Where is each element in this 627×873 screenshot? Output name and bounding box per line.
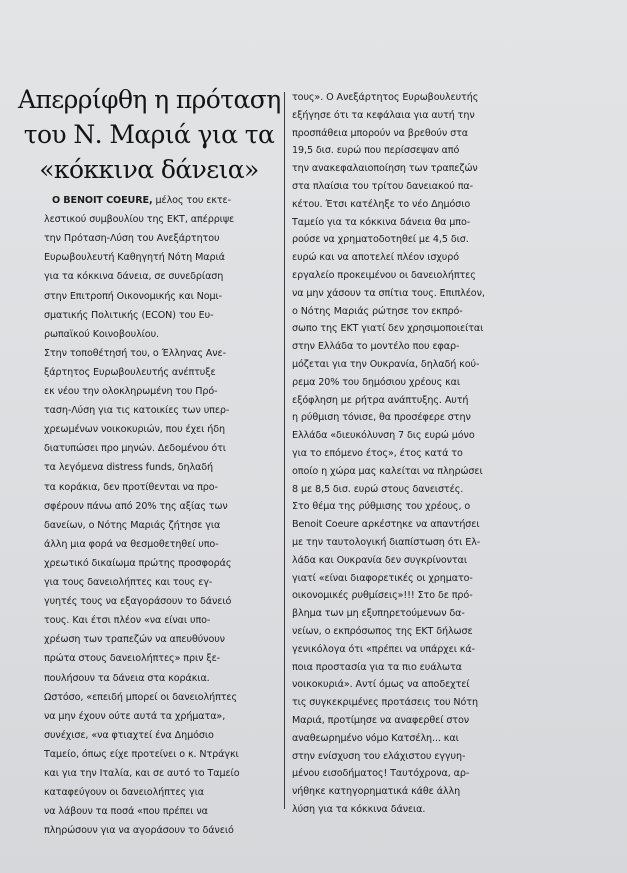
text-line: ξάρτητος Ευρωβουλευτής ανέπτυξε bbox=[44, 366, 216, 378]
text-line: οποίο η χώρα μας καλείται να πληρώσει bbox=[292, 465, 483, 477]
text-line: στην ενίσχυση του ελάχιστου εγγυη- bbox=[292, 750, 466, 762]
column-divider bbox=[284, 92, 285, 809]
text-line: τους». Ο Ανεξάρτητος Ευρωβουλευτής bbox=[292, 92, 479, 103]
text-line: ρούσε να χρηματοδοτηθεί με 4,5 δισ. bbox=[292, 234, 469, 246]
text-line: βλημα των μη εξυπηρετούμενων δα- bbox=[292, 608, 465, 620]
text-line: κέτου. Έτσι κατέληξε το νέο Δημόσιο bbox=[292, 198, 471, 210]
text-line: Στην τοποθέτησή του, ο Έλληνας Ανε- bbox=[44, 347, 226, 359]
text-line: εξόφληση με ρήτρα ανάπτυξης. Αυτή bbox=[292, 394, 469, 406]
text-line: ρεμα 20% του δημόσιου χρέους και bbox=[292, 376, 461, 388]
text-line: Ευρωβουλευτή Καθηγητή Νότη Μαριά bbox=[44, 252, 225, 264]
text-line: τις συγκεκριμένες προτάσεις του Νότη bbox=[292, 697, 478, 709]
text-line: δανείων, ο Νότης Μαριάς ζήτησε για bbox=[44, 519, 221, 531]
text-line: να λάβουν τα ποσά «που πρέπει να bbox=[44, 806, 208, 818]
text-line: στην Επιτροπή Οικονομικής και Νομι- bbox=[44, 290, 223, 302]
text-line: 8 με 8,5 δισ. ευρώ στους δανειστές. bbox=[292, 483, 464, 495]
text-line: λεστικού συμβουλίου της ΕΚΤ, απέρριψε bbox=[44, 214, 235, 226]
text-line: συνέχισε, «να φτιαχτεί ένα Δημόσιο bbox=[44, 729, 214, 741]
lead-in: Ο BENOIT COEURE, bbox=[52, 195, 153, 206]
text-line: Ελλάδα «διευκόλυνση 7 δις ευρώ μόνο bbox=[292, 430, 475, 442]
article-headline bbox=[18, 82, 280, 187]
text-line: με την ταυτολογική διαπίστωση ότι Ελ- bbox=[292, 537, 481, 548]
text-line: την ανακεφαλαιοποίηση των τραπεζών bbox=[292, 163, 478, 175]
text-line: χρεωμένων νοικοκυριών, που έχει ήδη bbox=[44, 424, 225, 436]
text-line: πληρώσουν για να αγοράσουν το δάνειό bbox=[44, 825, 234, 837]
text-line: Ταμείο για τα κόκκινα δάνεια θα μπο- bbox=[292, 216, 471, 228]
text-line: λάδα και Ουκρανία δεν συγκρίνονται bbox=[292, 554, 467, 566]
text-line: η ρύθμιση τόνισε, θα προσέφερε στην bbox=[292, 412, 471, 424]
text-line: σωπο της ΕΚΤ γιατί δεν χρησιμοποιείται bbox=[292, 323, 484, 335]
text-line: μόζεται για την Ουκρανία, δηλαδή κού- bbox=[292, 359, 480, 370]
text-line: ρωπαϊκού Κοινοβουλίου. bbox=[44, 328, 159, 340]
text-line: νοικοκυριά». Αντί όμως να αποδεχτεί bbox=[292, 679, 470, 691]
text-line: εξήγησε ότι τα κεφάλαια για αυτή την bbox=[292, 109, 475, 121]
text-line: διατυπώσει προ μηνών. Δεδομένου ότι bbox=[44, 443, 226, 455]
text-line: άλλη μια φορά να θεσμοθετηθεί υπο- bbox=[44, 538, 219, 550]
text-line: τα κοράκια, δεν προτίθενται να προ- bbox=[44, 481, 218, 493]
headline-line-2: του Ν. Μαριά για τα bbox=[23, 120, 275, 149]
text-line: να μην έχουν ούτε αυτά τα χρήματα», bbox=[44, 710, 226, 722]
text-line: μένου εισοδήματος! Ταυτόχρονα, αρ- bbox=[292, 768, 470, 780]
text-line: ο Νότης Μαριάς ρώτησε τον εκπρό- bbox=[292, 305, 463, 317]
text-line: για το επόμενο έτος», έτος κατά το bbox=[292, 448, 463, 459]
text-line: να μην χάσουν τα σπίτια τους. Επιπλέον, bbox=[292, 287, 485, 299]
text-line: νήθηκε κατηγορηματικά κάθε άλλη bbox=[292, 786, 461, 798]
text-line: εκ νέου την ολοκληρωμένη του Πρό- bbox=[44, 386, 218, 397]
text-line: καταφεύγουν οι δανειολήπτες για bbox=[44, 787, 204, 799]
text-line: για τους δανειολήπτες και τους εγ- bbox=[44, 577, 213, 588]
text-line: εργαλείο προκειμένου οι δανειολήπτες bbox=[292, 270, 476, 281]
text-line: ποια προστασία για τα πιο ευάλωτα bbox=[292, 661, 462, 673]
text-line: Benoit Coeure αρκέστηκε να απαντήσει bbox=[292, 519, 480, 531]
text-line: σματικής Πολιτικής (ECON) του Ευ- bbox=[44, 309, 214, 321]
text-line: γενικόλογα ότι «πρέπει να υπάρχει κά- bbox=[292, 643, 475, 655]
headline-line-3: «κόκκινα δάνεια» bbox=[39, 155, 259, 184]
text-line: σφέρουν πάνω από 20% της αξίας των bbox=[44, 500, 228, 512]
text-line: ευρώ και να αποτελεί πλέον ισχυρό bbox=[292, 252, 460, 264]
text-line: και για την Ιταλία, και σε αυτό το Ταμείο bbox=[44, 768, 240, 779]
text-line: Ταμείο, όπως είχε προτείνει ο κ. Ντράγκι bbox=[44, 748, 239, 760]
text-line: νείων, ο εκπρόσωπος της ΕΚΤ δήλωσε bbox=[292, 626, 473, 637]
text-line: στα πλαίσια του τρίτου δανειακού πα- bbox=[292, 181, 473, 192]
text-line: πρώτα στους δανειολήπτες» πριν ξε- bbox=[44, 653, 221, 665]
text-line: χρεωτικό δικαίωμα πρώτης προσφοράς bbox=[44, 557, 232, 569]
text-line: ταση-Λύση για τις κατοικίες των υπερ- bbox=[44, 405, 230, 417]
text-line: για τα κόκκινα δάνεια, σε συνεδρίαση bbox=[44, 271, 224, 283]
text-line: τα λεγόμενα distress funds, δηλαδή bbox=[44, 462, 214, 474]
text-line: χρέωση των τραπεζών να απευθύνουν bbox=[44, 634, 225, 646]
text-line: οικονομικές ρυθμίσεις»!!! Στο δε πρό- bbox=[292, 590, 473, 602]
text-line: προσπάθεια μπορούν να βρεθούν στα bbox=[292, 127, 468, 139]
headline-line-1: Απερρίφθη η πρόταση bbox=[18, 85, 281, 114]
text-line: Μαριά, προτίμησε να αναφερθεί στον bbox=[292, 715, 469, 726]
text-line: Στο θέμα της ρύθμισης του χρέους, ο bbox=[292, 501, 471, 513]
text-line: γυητές τους να εξαγοράσουν το δάνειό bbox=[44, 596, 232, 608]
text-line: Ωστόσο, «επειδή μπορεί οι δανειολήπτες bbox=[44, 691, 238, 703]
text-line: Ο BENOIT COEURE, μέλος του εκτε- bbox=[52, 195, 232, 206]
text-line: πουλήσουν τα δάνεια στα κοράκια. bbox=[44, 672, 210, 684]
text-line: γιατί «είναι διαφορετικές οι χρηματο- bbox=[292, 572, 473, 584]
text-line: τους. Και έτσι πλέον «να είναι υπο- bbox=[44, 615, 211, 627]
text-line: αναθεωρημένο νόμο Κατσέλη... και bbox=[292, 732, 459, 744]
text-line: 19,5 δισ. ευρώ που περίσσεψαν από bbox=[292, 145, 460, 157]
text-line: λύση για τα κόκκινα δάνεια. bbox=[292, 804, 426, 815]
text-line: την Πρόταση-Λύση του Ανεξάρτητου bbox=[44, 233, 220, 245]
text-line: στην Ελλάδα το μοντέλο που εφαρ- bbox=[292, 341, 460, 353]
